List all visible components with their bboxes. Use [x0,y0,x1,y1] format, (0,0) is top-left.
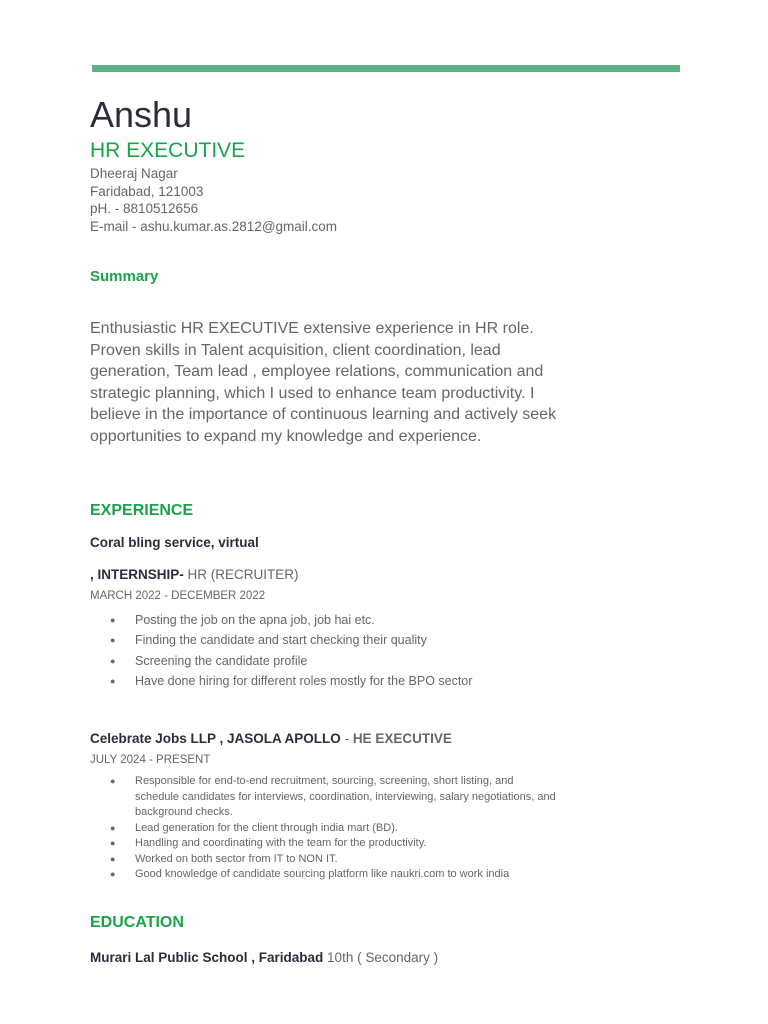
list-item: ● Finding the candidate and start checking their quality [110,630,472,650]
list-item: ● Good knowledge of candidate sourcing platform like naukri.com to work india [110,867,560,883]
job-2-position: HE EXECUTIVE [352,731,452,746]
job-1-dates: MARCH 2022 - DECEMBER 2022 [90,590,266,602]
phone-number: pH. - 8810512656 [90,201,199,217]
list-item: ● Responsible for end-to-end recruitment, sourcing, screening, short listing, and schedule candidates for interviews, coordination, interviewing, salary negotiations, and background checks. [110,774,560,821]
candidate-name: Anshu [90,94,193,135]
summary-heading: Summary [90,268,159,285]
job-1-company: Coral bling service, virtual [90,535,259,550]
header-accent-bar [92,65,680,72]
job-1-bullet-list [110,610,472,691]
education-level: 10th ( Secondary ) [323,950,439,965]
summary-text: Enthusiastic HR EXECUTIVE extensive experience in HR role. Proven skills in Talent acquisition, client coordination, lead generation, Team lead , employee relations, communication and strategic planning, which I used to enhance team productivity. I believe in the importance of continuous learning and actively seek opportunities to expand my knowledge and experience. [90,320,557,445]
job-2-company: Celebrate Jobs LLP , JASOLA APOLLO [90,731,341,746]
job-2-bullet-list [110,774,560,883]
list-item: ● Lead generation for the client through india mart (BD). [110,821,560,837]
candidate-role: HR EXECUTIVE [90,139,246,162]
list-item: ● Have done hiring for different roles mostly for the BPO sector [110,671,472,691]
education-school: Murari Lal Public School , Faridabad [90,950,324,965]
education-entry [90,950,438,965]
job-1-role-suffix: HR (RECRUITER) [183,567,299,582]
address-line-1: Dheeraj Nagar [90,166,178,181]
job-2-heading [90,731,452,746]
experience-heading: EXPERIENCE [90,502,194,519]
job-1-role [90,567,299,582]
job-1-role-prefix: , INTERNSHIP- [90,567,184,582]
contact-block [90,165,337,235]
list-item: ● Handling and coordinating with the team for the productivity. [110,836,560,852]
address-line-2: Faridabad, 121003 [90,183,204,199]
list-item: ● Posting the job on the apna job, job hai etc. [110,610,472,630]
list-item: ● Screening the candidate profile [110,651,472,671]
job-2-separator: - [340,731,353,746]
email-address: E-mail - ashu.kumar.as.2812@gmail.com [90,218,338,234]
job-2-dates: JULY 2024 - PRESENT [90,754,211,766]
education-heading: EDUCATION [90,914,184,931]
list-item: ● Worked on both sector from IT to NON IT. [110,852,560,868]
